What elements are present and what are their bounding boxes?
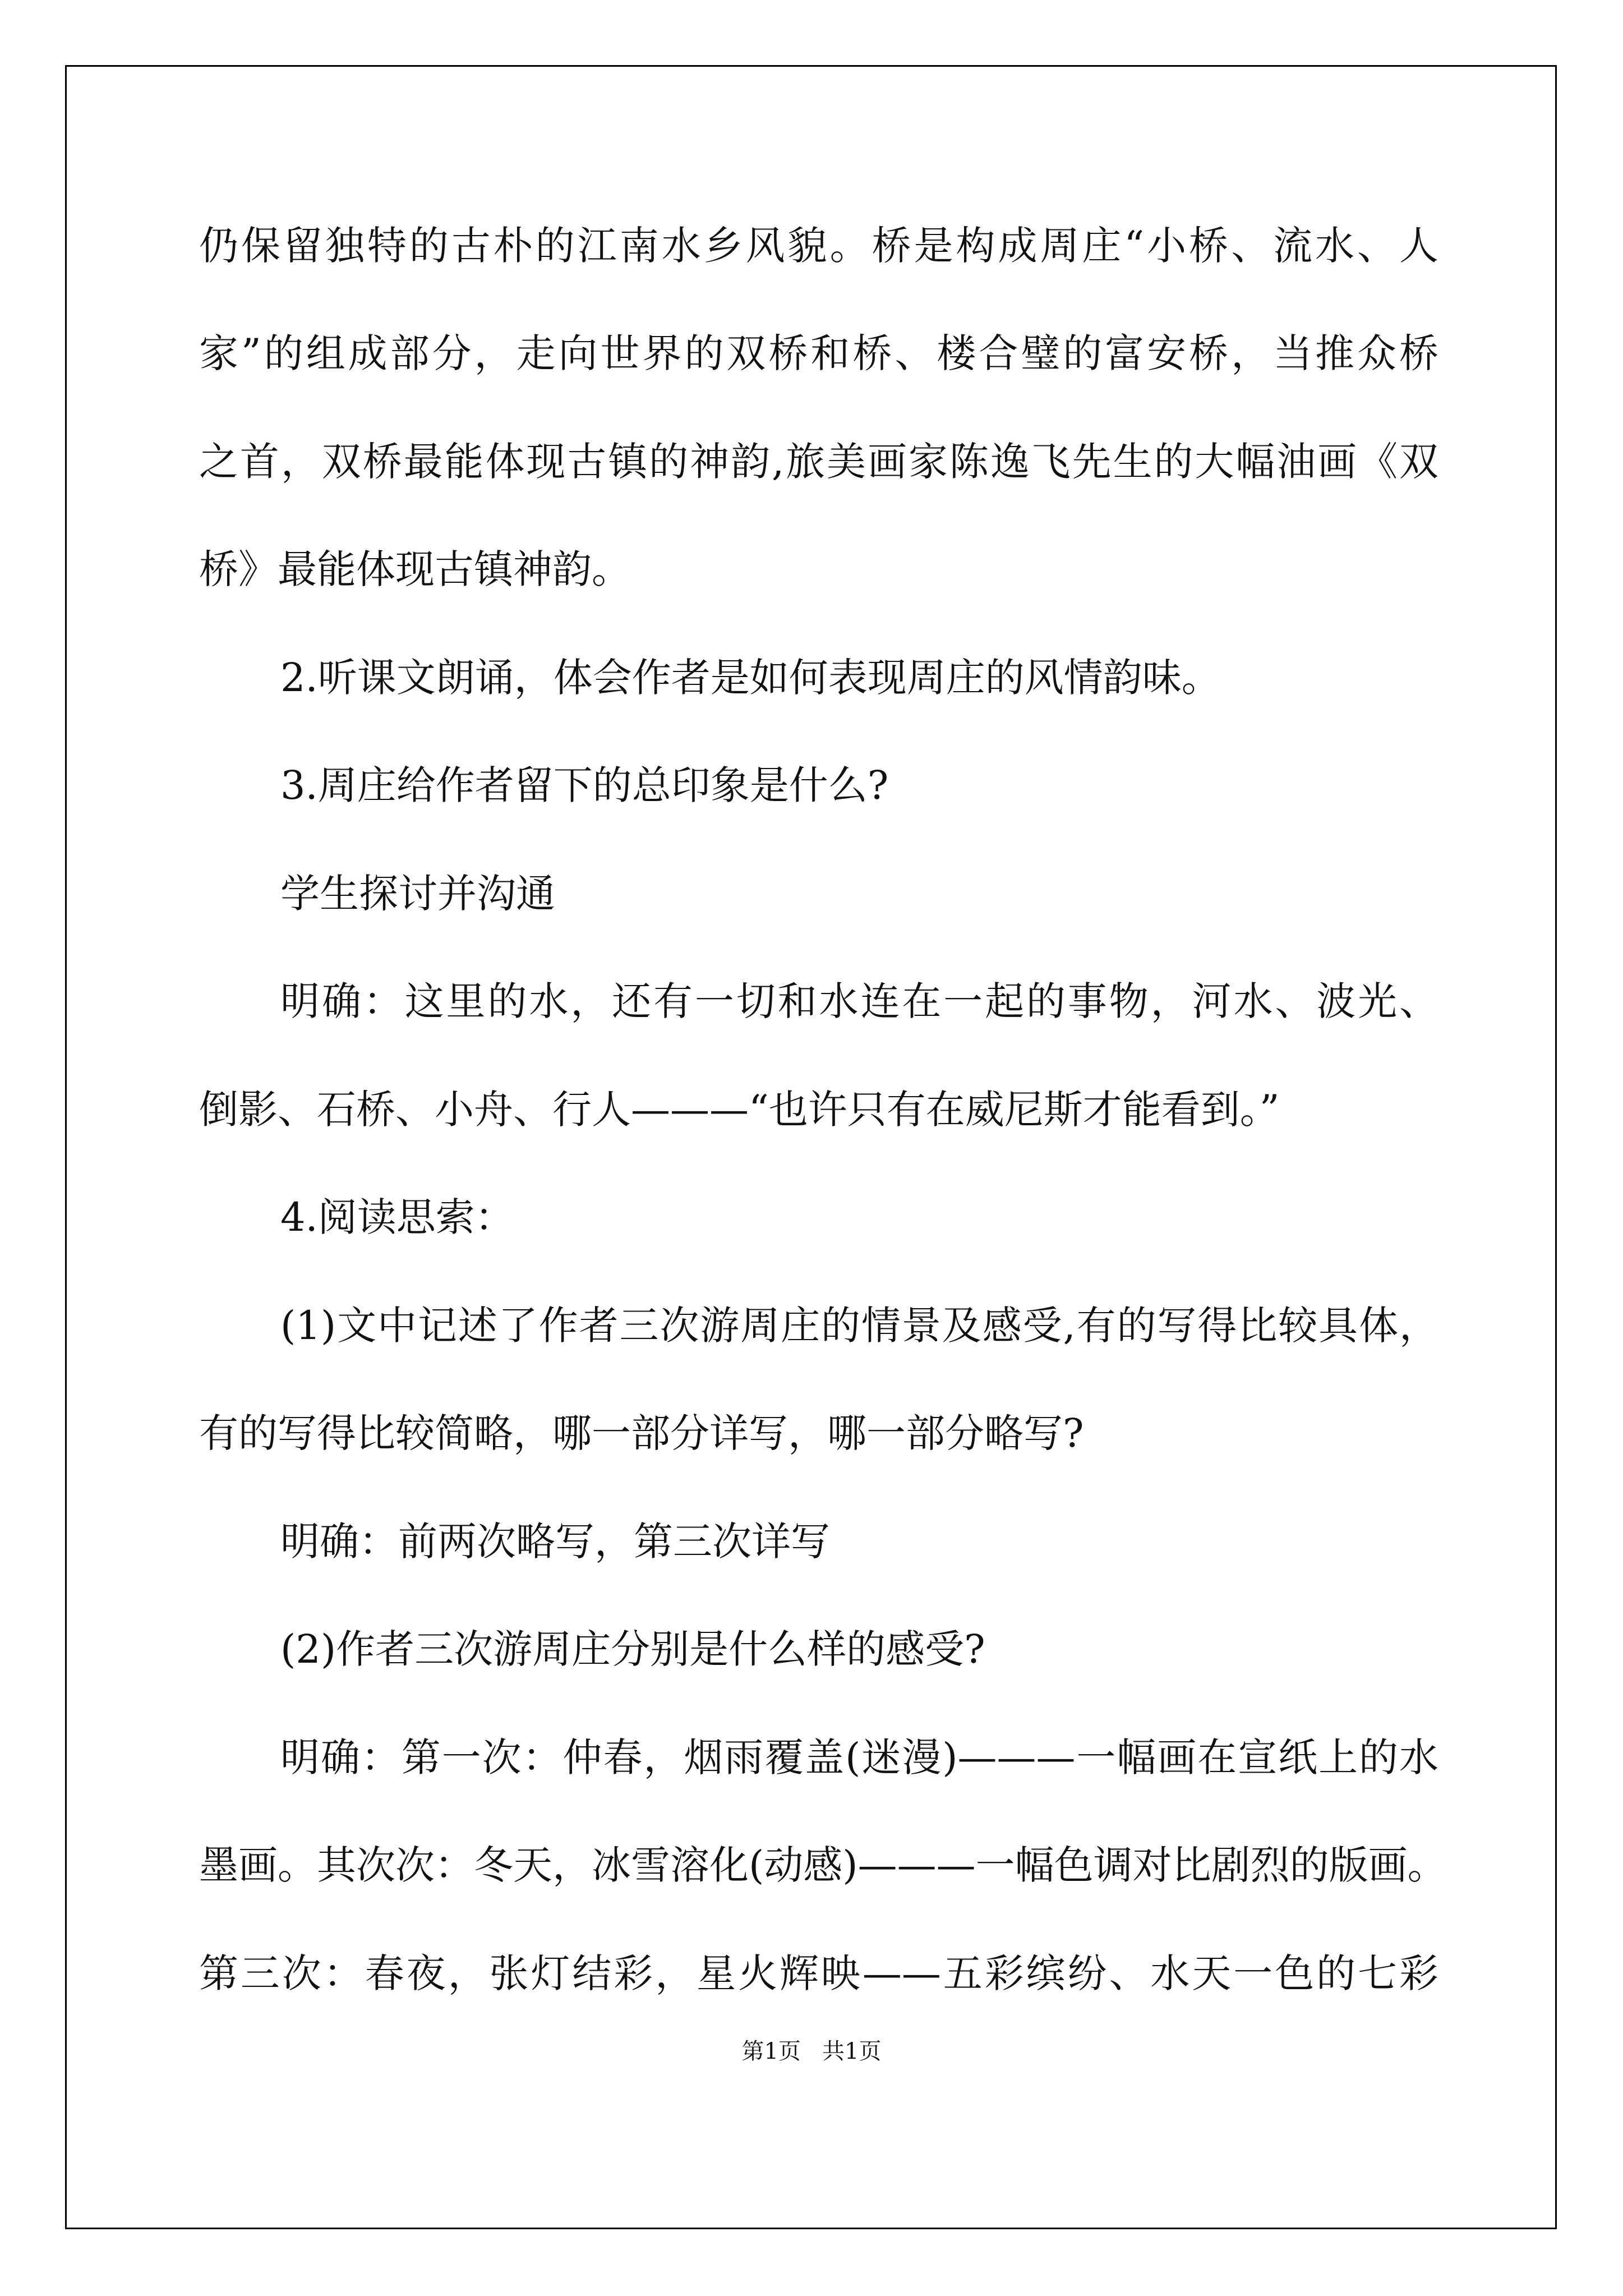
text-line-10: 4.阅读思索： <box>280 1194 514 1240</box>
text-line-14: (2)作者三次游周庄分别是什么样的感受? <box>280 1626 985 1672</box>
page-footer: 第1页 共1页 <box>741 2039 882 2064</box>
text-line-11: (1)文中记述了作者三次游周庄的情景及感受,有的写得比较具体， <box>280 1303 1438 1349</box>
text-line-3: 之首，双桥最能体现古镇的神韵,旅美画家陈逸飞先生的大幅油画《双 <box>199 439 1438 485</box>
text-line-8: 明确：这里的水，还有一切和水连在一起的事物，河水、波光、 <box>280 978 1438 1024</box>
page-border <box>65 65 1557 2229</box>
text-line-2: 家”的组成部分，走向世界的双桥和桥、楼合璧的富安桥，当推众桥 <box>199 330 1438 376</box>
text-line-15: 明确：第一次：仲春，烟雨覆盖(迷漫)———一幅画在宣纸上的水 <box>280 1734 1438 1780</box>
text-line-13: 明确：前两次略写，第三次详写 <box>280 1519 830 1565</box>
text-line-12: 有的写得比较简略，哪一部分详写，哪一部分略写? <box>199 1410 1084 1456</box>
text-line-6: 3.周庄给作者留下的总印象是什么? <box>280 762 889 808</box>
text-line-1: 仍保留独特的古朴的江南水乡风貌。桥是构成周庄“小桥、流水、人 <box>199 223 1438 269</box>
text-line-5: 2.听课文朗诵，体会作者是如何表现周庄的风情韵味。 <box>280 655 1221 701</box>
text-line-16: 墨画。其次次：冬天，冰雪溶化(动感)———一幅色调对比剧烈的版画。 <box>199 1842 1447 1888</box>
text-line-7: 学生探讨并沟通 <box>280 871 555 917</box>
text-line-17: 第三次：春夜，张灯结彩，星火辉映——五彩缤纷、水天一色的七彩 <box>199 1950 1438 1996</box>
text-line-9: 倒影、石桥、小舟、行人———“也许只有在威尼斯才能看到。” <box>199 1087 1280 1133</box>
text-line-4: 桥》最能体现古镇神韵。 <box>199 546 631 592</box>
